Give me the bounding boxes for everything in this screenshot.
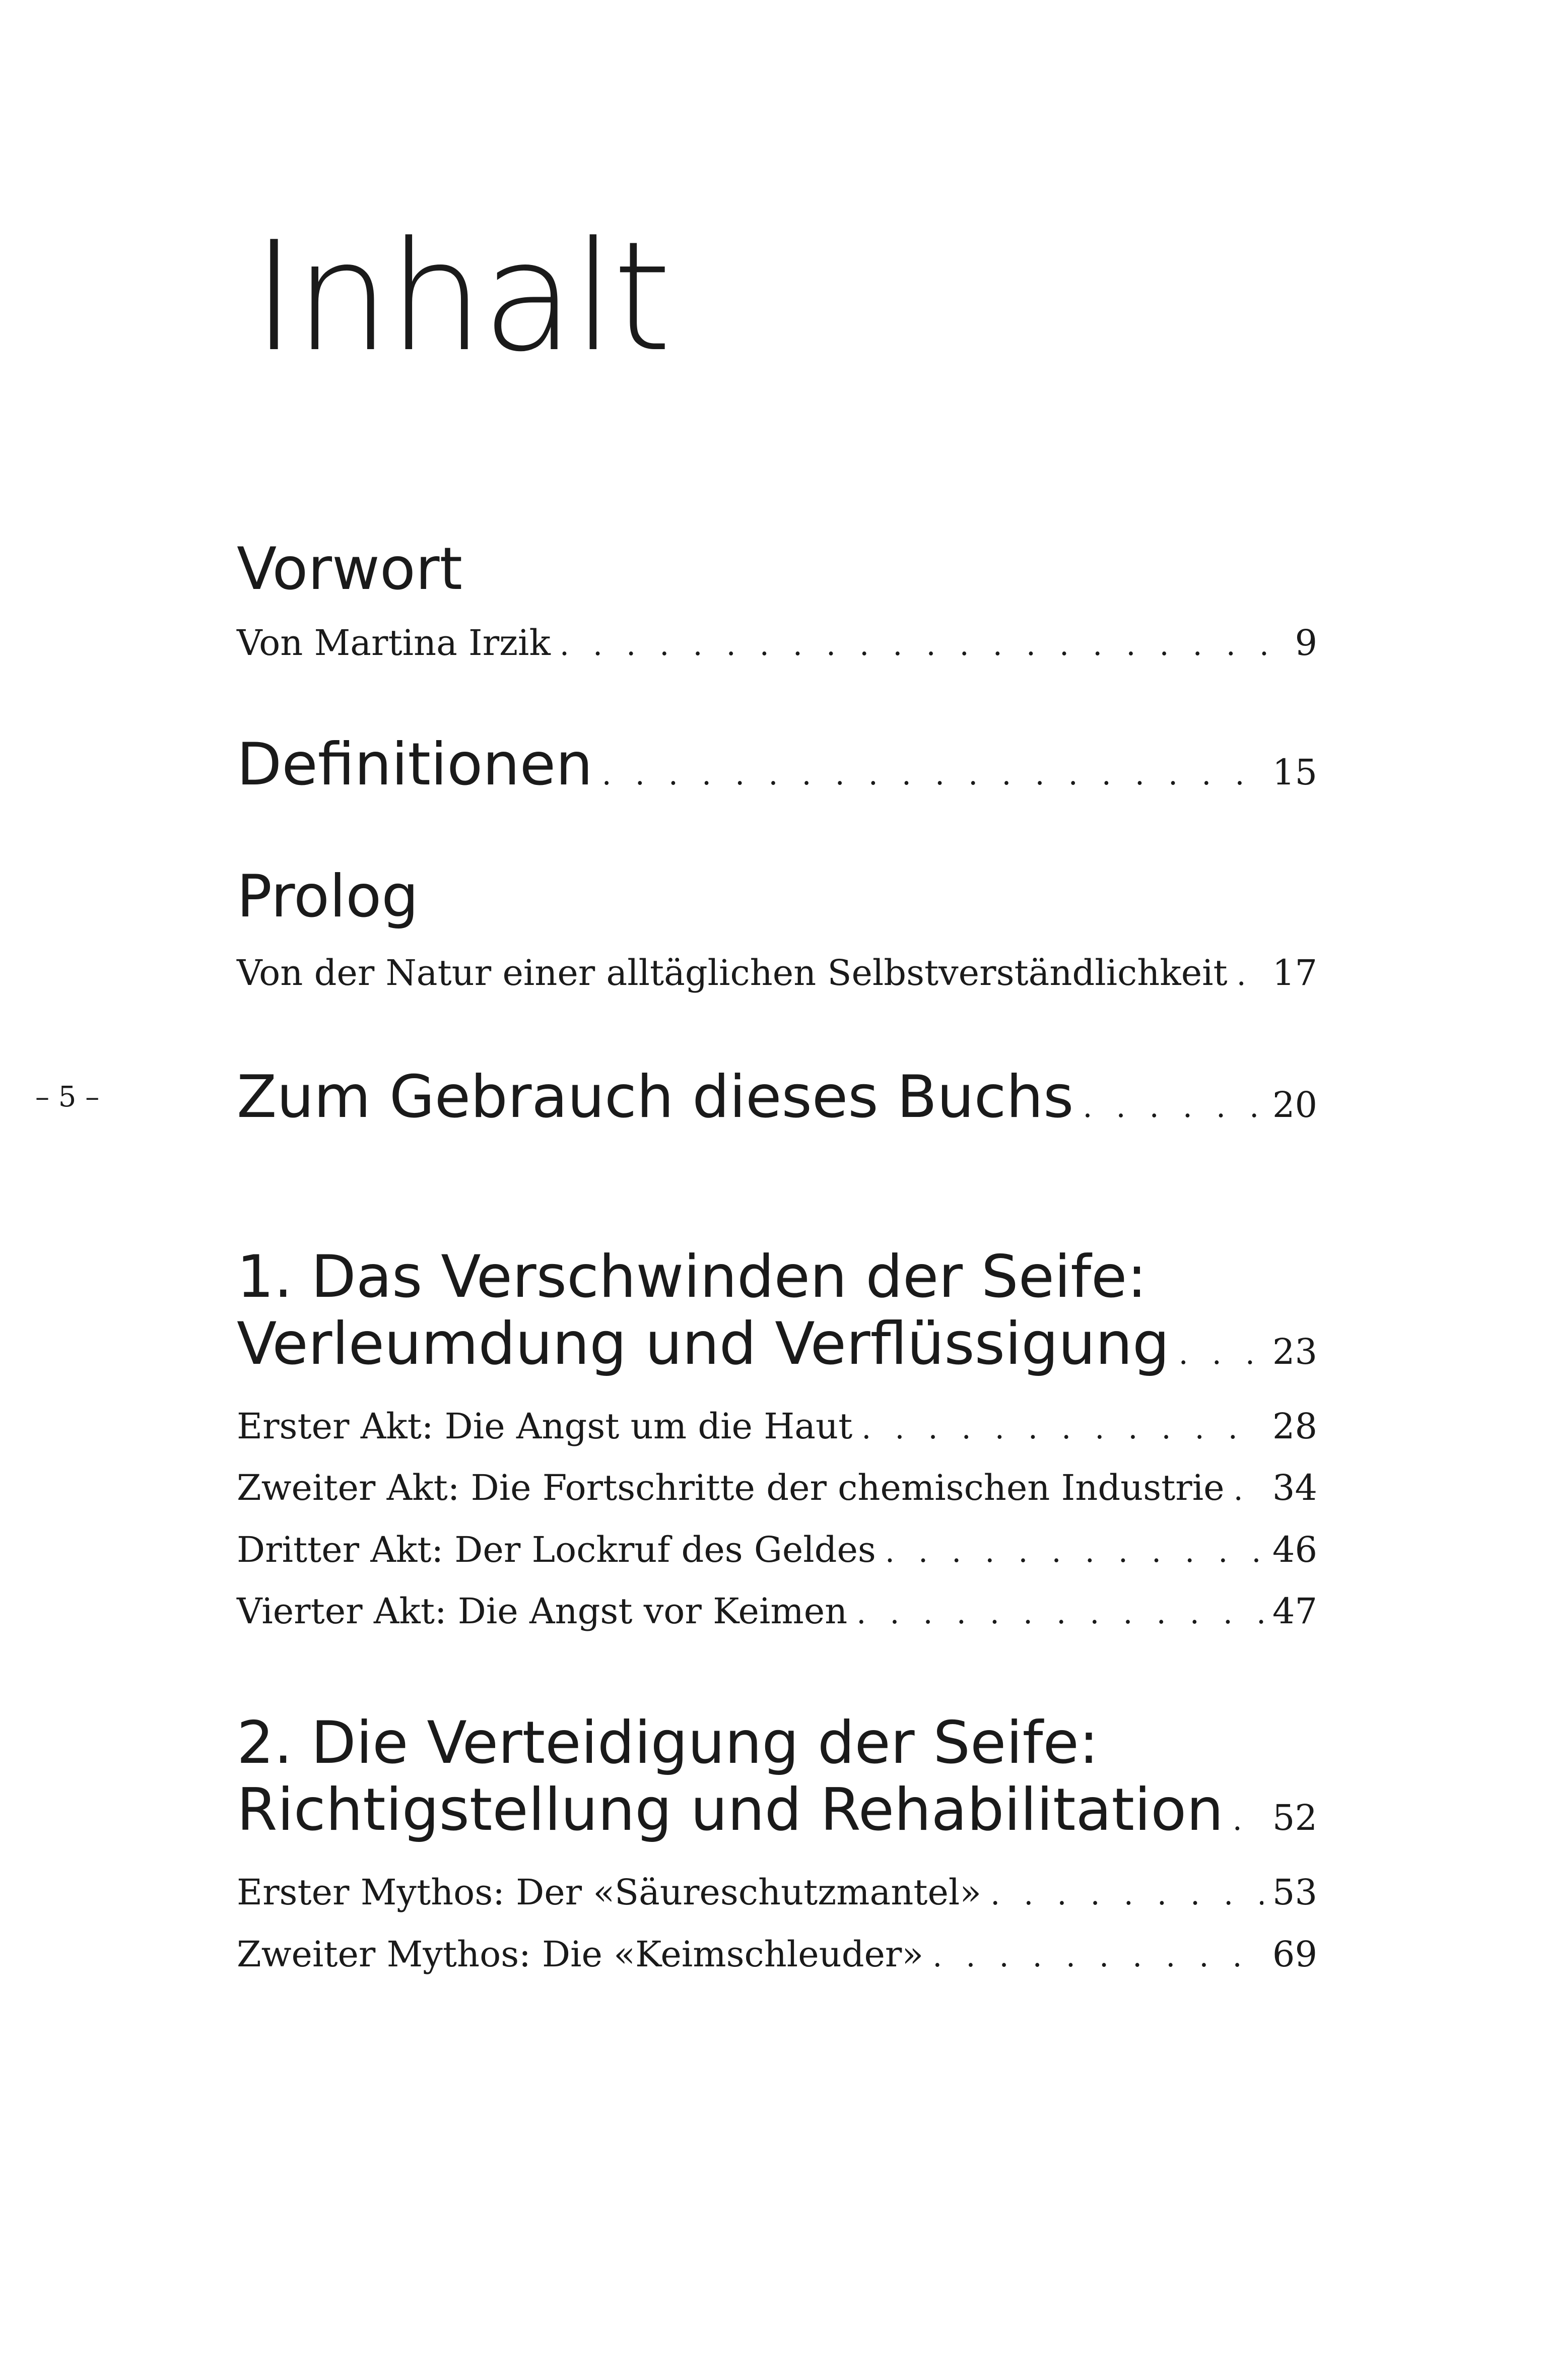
toc-entry-label: Zum Gebrauch dieses Buchs bbox=[237, 1063, 1074, 1131]
dot-leader bbox=[1233, 1802, 1263, 1837]
toc-entry-chapter1-1[interactable] bbox=[237, 1406, 1317, 1447]
dot-leader bbox=[560, 627, 1286, 663]
toc-entry-chapter2-1[interactable] bbox=[237, 1872, 1317, 1913]
page-title: Inhalt bbox=[252, 209, 670, 385]
toc-entry-chapter1-2[interactable] bbox=[237, 1467, 1317, 1508]
dot-leader bbox=[1234, 1472, 1263, 1507]
dot-leader bbox=[861, 1411, 1263, 1446]
toc-entry-chapter2-2[interactable] bbox=[237, 1934, 1317, 1975]
toc-entry-gebrauch[interactable] bbox=[237, 1063, 1317, 1131]
toc-entry-page: 53 bbox=[1272, 1872, 1317, 1913]
toc-entry-label: Zweiter Akt: Die Fortschritte der chemischen Industrie bbox=[237, 1467, 1225, 1508]
toc-entry-page: 23 bbox=[1272, 1331, 1317, 1372]
toc-entry-page: 34 bbox=[1272, 1467, 1317, 1508]
toc-entry-page: 69 bbox=[1272, 1934, 1317, 1975]
toc-entry-label: Von der Natur einer alltäglichen Selbstverständlichkeit bbox=[237, 952, 1228, 994]
toc-entry-chapter1[interactable] bbox=[237, 1310, 1317, 1378]
toc-entry-page: 46 bbox=[1272, 1529, 1317, 1570]
toc-entry-label: Erster Akt: Die Angst um die Haut bbox=[237, 1406, 853, 1447]
toc-entry-label: Richtigstellung und Rehabilitation bbox=[237, 1776, 1224, 1844]
toc-entry-label: Vierter Akt: Die Angst vor Keimen bbox=[237, 1591, 848, 1632]
toc-entry-page: 15 bbox=[1272, 752, 1317, 793]
dot-leader bbox=[885, 1534, 1263, 1569]
dot-leader bbox=[1237, 957, 1263, 993]
chapter1-heading: 1. Das Verschwinden der Seife: bbox=[237, 1243, 1147, 1311]
toc-entry-page: 47 bbox=[1272, 1591, 1317, 1632]
toc-entry-page: 52 bbox=[1272, 1797, 1317, 1838]
toc-entry-label: Zweiter Mythos: Die «Keimschleuder» bbox=[237, 1934, 924, 1975]
toc-entry-label: Erster Mythos: Der «Säureschutzmantel» bbox=[237, 1872, 982, 1913]
toc-entry-vorwort[interactable] bbox=[237, 622, 1317, 664]
prolog-heading: Prolog bbox=[237, 863, 419, 931]
dot-leader bbox=[932, 1939, 1263, 1974]
toc-entry-page: 28 bbox=[1272, 1406, 1317, 1447]
dot-leader bbox=[1083, 1089, 1263, 1125]
vorwort-heading: Vorwort bbox=[237, 535, 463, 603]
toc-entry-page: 20 bbox=[1272, 1084, 1317, 1126]
toc-entry-chapter2[interactable] bbox=[237, 1776, 1317, 1844]
page-number: – 5 – bbox=[35, 1081, 100, 1113]
dot-leader bbox=[856, 1596, 1263, 1631]
dot-leader bbox=[990, 1877, 1263, 1912]
dot-leader bbox=[602, 757, 1263, 792]
toc-entry-definitionen[interactable] bbox=[237, 731, 1317, 799]
toc-entry-chapter1-4[interactable] bbox=[237, 1591, 1317, 1632]
toc-entry-label: Von Martina Irzik bbox=[237, 622, 551, 664]
toc-entry-label: Definitionen bbox=[237, 731, 593, 799]
chapter2-heading: 2. Die Verteidigung der Seife: bbox=[237, 1709, 1099, 1777]
toc-entry-label: Verleumdung und Verflüssigung bbox=[237, 1310, 1170, 1378]
toc-entry-label: Dritter Akt: Der Lockruf des Geldes bbox=[237, 1529, 876, 1570]
toc-entry-page: 9 bbox=[1295, 622, 1317, 664]
toc-entry-prolog[interactable] bbox=[237, 952, 1317, 994]
dot-leader bbox=[1179, 1336, 1263, 1371]
toc-entry-page: 17 bbox=[1272, 952, 1317, 994]
toc-entry-chapter1-3[interactable] bbox=[237, 1529, 1317, 1570]
